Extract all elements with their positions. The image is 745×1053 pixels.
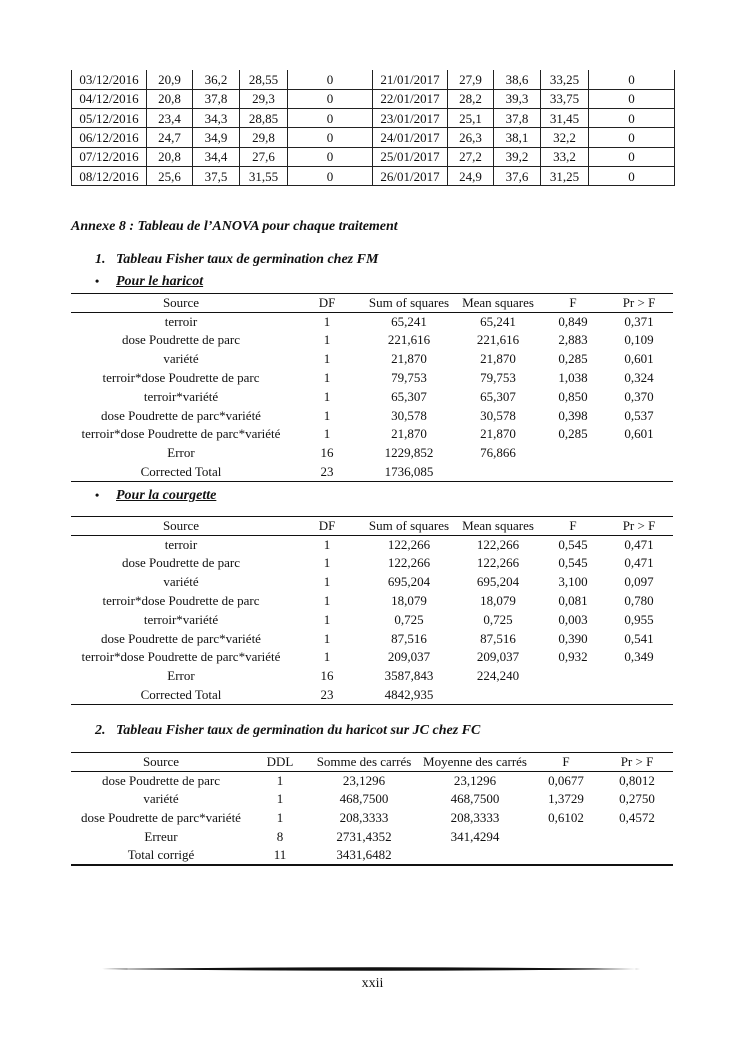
table-cell: 27,9 (448, 70, 494, 89)
table-cell: 65,307 (391, 388, 427, 404)
table-cell: 1229,852 (384, 445, 434, 461)
table-cell: 24,7 (147, 128, 193, 147)
page-number: xxii (361, 976, 384, 991)
table-row (71, 312, 673, 331)
table-cell: 0,285 (558, 351, 588, 367)
table-cell: 31,45 (541, 109, 589, 128)
table-header-row (71, 294, 673, 313)
table-cell: 37,6 (494, 166, 541, 185)
table-cell: 0 (589, 128, 675, 147)
table-cell: 04/12/2016 (72, 89, 147, 108)
table-cell: 1 (323, 313, 331, 329)
table-cell: terroir (164, 536, 198, 552)
table-cell: 31,55 (240, 166, 288, 185)
table-cell: 33,25 (541, 70, 589, 89)
table-cell: 221,616 (476, 332, 520, 348)
section-1-title: Tableau Fisher taux de germination chez FM (116, 252, 379, 267)
table-cell: 2,883 (558, 332, 588, 348)
table-cell: 0,849 (558, 313, 588, 329)
anova-courgette-body (71, 535, 673, 704)
table-cell: 0 (288, 109, 373, 128)
table-cell: 37,8 (193, 89, 240, 108)
table-cell: 1 (276, 772, 284, 788)
table-cell: dose Poudrette de parc*variété (101, 407, 261, 423)
anova-haricot-body (71, 312, 673, 481)
table-row (71, 387, 673, 406)
table-row (71, 809, 673, 828)
table-cell: 38,6 (494, 70, 541, 89)
table-cell (455, 686, 541, 705)
table-cell: 0,4572 (619, 810, 655, 826)
table-cell: 1 (323, 630, 331, 646)
table-header-row (71, 753, 673, 772)
table-row (72, 89, 675, 108)
column-header: DDL (251, 753, 309, 772)
table-cell: 21,870 (480, 426, 516, 442)
table-cell (541, 463, 605, 482)
table-cell: terroir*dose Poudrette de parc*variété (81, 426, 281, 442)
table-cell: Erreur (144, 829, 178, 845)
table-cell: 221,616 (387, 332, 431, 348)
table-cell: 21/01/2017 (373, 70, 448, 89)
subsection-courgette-heading (95, 488, 216, 504)
section-1-number: 1. (95, 252, 106, 267)
table-cell: 06/12/2016 (72, 128, 147, 147)
table-cell: 0 (288, 166, 373, 185)
column-header: Pr > F (605, 517, 673, 536)
table-row (71, 331, 673, 350)
table-cell: 1 (323, 407, 331, 423)
table-header-row (71, 517, 673, 536)
table-cell: 1,038 (558, 370, 588, 386)
table-row (71, 369, 673, 388)
table-cell: 37,5 (193, 166, 240, 185)
table-cell: 0,541 (624, 630, 654, 646)
table-cell: 28,85 (240, 109, 288, 128)
table-cell: 122,266 (476, 536, 520, 552)
table-cell: 8 (276, 829, 284, 845)
table-cell: 208,3333 (450, 810, 500, 826)
table-cell: 36,2 (193, 70, 240, 89)
table-cell: variété (143, 791, 179, 807)
table-cell: 22/01/2017 (373, 89, 448, 108)
table-cell: 34,3 (193, 109, 240, 128)
table-cell: 07/12/2016 (72, 147, 147, 166)
anova-table-haricot-jc (71, 752, 673, 866)
table-cell: 37,8 (494, 109, 541, 128)
table-cell: 33,75 (541, 89, 589, 108)
table-cell: 08/12/2016 (72, 166, 147, 185)
table-cell: 0,601 (624, 426, 654, 442)
table-row (71, 771, 673, 790)
table-cell: 65,241 (391, 313, 427, 329)
table-cell: 0 (589, 166, 675, 185)
column-header: Pr > F (605, 294, 673, 313)
column-header: Source (71, 517, 291, 536)
table-cell (605, 444, 673, 463)
table-cell: 341,4294 (450, 829, 500, 845)
table-cell (605, 667, 673, 686)
table-cell: 25,6 (147, 166, 193, 185)
table-cell: 79,753 (391, 370, 427, 386)
table-cell: 39,2 (494, 147, 541, 166)
table-cell: 468,7500 (450, 791, 500, 807)
table-cell: 1 (276, 810, 284, 826)
table-cell: 1 (323, 332, 331, 348)
footer-divider (102, 967, 640, 971)
table-cell: 87,516 (480, 630, 516, 646)
table-cell: 0,2750 (619, 791, 655, 807)
table-cell: 30,578 (480, 407, 516, 423)
table-row (71, 629, 673, 648)
table-cell: 0,324 (624, 370, 654, 386)
table-row (71, 444, 673, 463)
column-header: Sum of squares (363, 294, 455, 313)
table-cell: 1 (323, 574, 331, 590)
table-cell (419, 846, 531, 865)
table-cell: 0,097 (624, 574, 654, 590)
table-cell: 0 (589, 109, 675, 128)
table-cell: dose Poudrette de parc (121, 332, 241, 348)
table-cell: 23/01/2017 (373, 109, 448, 128)
table-cell: 31,25 (541, 166, 589, 185)
table-cell: 1 (323, 426, 331, 442)
table-cell: 209,037 (476, 649, 520, 665)
table-cell: 34,4 (193, 147, 240, 166)
table-cell (531, 828, 601, 847)
table-cell: 0 (288, 89, 373, 108)
table-cell: dose Poudrette de parc*variété (81, 810, 241, 826)
table-row (71, 463, 673, 482)
table-cell: Error (167, 668, 195, 684)
table-cell: 1736,085 (363, 463, 455, 482)
table-cell: 209,037 (387, 649, 431, 665)
table-cell: 0,932 (558, 649, 588, 665)
table-row (71, 535, 673, 554)
table-cell: 23 (291, 463, 363, 482)
table-cell: 20,8 (147, 89, 193, 108)
column-header: DF (291, 517, 363, 536)
table-row (71, 686, 673, 705)
column-header: F (541, 294, 605, 313)
table-cell (601, 846, 673, 865)
table-cell: terroir*variété (143, 388, 219, 404)
table-cell: 0,398 (558, 407, 588, 423)
table-row (72, 128, 675, 147)
table-cell (531, 846, 601, 865)
table-cell: 0,370 (624, 388, 654, 404)
anova-table-courgette (71, 516, 673, 705)
column-header: Mean squares (455, 294, 541, 313)
table-cell: 0,850 (558, 388, 588, 404)
table-row (71, 846, 673, 865)
table-cell: 122,266 (476, 555, 520, 571)
table-cell (541, 667, 605, 686)
table-cell (601, 828, 673, 847)
section-2-heading (95, 723, 480, 739)
table-cell: 1 (323, 611, 331, 627)
table-cell: 0,471 (624, 555, 654, 571)
table-cell: 122,266 (387, 555, 431, 571)
table-cell: 34,9 (193, 128, 240, 147)
table-cell: 24,9 (448, 166, 494, 185)
table-cell: 30,578 (391, 407, 427, 423)
table-cell: 1,3729 (548, 791, 584, 807)
table-cell: 1 (323, 388, 331, 404)
table-cell (541, 444, 605, 463)
table-cell: Total corrigé (71, 846, 251, 865)
table-row (71, 610, 673, 629)
column-header: DF (291, 294, 363, 313)
table-cell: 224,240 (476, 668, 520, 684)
table-cell: 20,8 (147, 147, 193, 166)
table-cell: 03/12/2016 (72, 70, 147, 89)
table-cell (605, 463, 673, 482)
table-cell: variété (163, 351, 199, 367)
table-cell: 0,537 (624, 407, 654, 423)
table-cell: 28,2 (448, 89, 494, 108)
table-cell: 39,3 (494, 89, 541, 108)
table-cell: 1 (323, 555, 331, 571)
table-cell: 0,725 (483, 611, 513, 627)
table-cell: 0,109 (624, 332, 654, 348)
table-cell: 29,8 (240, 128, 288, 147)
section-2-title: Tableau Fisher taux de germination du haricot sur JC chez FC (116, 723, 481, 738)
table-cell: 79,753 (480, 370, 516, 386)
table-cell: 0,0677 (548, 772, 584, 788)
table-cell: 0,349 (624, 649, 654, 665)
weather-data-table (71, 70, 675, 186)
table-cell: 0,545 (558, 555, 588, 571)
table-cell: 05/12/2016 (72, 109, 147, 128)
table-row (71, 406, 673, 425)
column-header: Moyenne des carrés (419, 753, 531, 772)
table-row (72, 109, 675, 128)
table-row (72, 147, 675, 166)
table-cell: 0 (288, 147, 373, 166)
anova-table-haricot (71, 293, 673, 482)
subsection-haricot-label: Pour le haricot (116, 274, 204, 289)
bullet-icon: • (95, 488, 100, 502)
column-header: F (541, 517, 605, 536)
table-cell: 25/01/2017 (373, 147, 448, 166)
table-cell: 25,1 (448, 109, 494, 128)
table-cell: 21,870 (391, 351, 427, 367)
section-1-heading (95, 252, 378, 268)
table-cell: 23,1296 (342, 772, 386, 788)
subsection-courgette-label: Pour la courgette (116, 488, 217, 503)
table-cell: 18,079 (391, 593, 427, 609)
column-header: Source (71, 294, 291, 313)
table-cell: 33,2 (541, 147, 589, 166)
table-cell: dose Poudrette de parc (101, 772, 221, 788)
table-cell: 16 (320, 668, 334, 684)
table-cell: 1 (323, 370, 331, 386)
weather-table-body (72, 70, 675, 186)
table-cell: 27,6 (240, 147, 288, 166)
anova-haricot-jc-body (71, 771, 673, 865)
table-cell: 1 (323, 536, 331, 552)
table-cell: 4842,935 (363, 686, 455, 705)
table-cell: 23 (291, 686, 363, 705)
table-row (71, 667, 673, 686)
subsection-haricot-heading (95, 274, 203, 290)
table-cell: 16 (320, 445, 334, 461)
table-cell: 0,545 (558, 536, 588, 552)
column-header: Somme des carrés (309, 753, 419, 772)
table-cell: 0 (589, 147, 675, 166)
table-row (71, 350, 673, 369)
table-cell: 27,2 (448, 147, 494, 166)
section-2-number: 2. (95, 723, 106, 738)
table-cell: 0,6102 (548, 810, 584, 826)
table-cell: 26,3 (448, 128, 494, 147)
table-cell: Corrected Total (71, 686, 291, 705)
column-header: F (531, 753, 601, 772)
table-cell: 695,204 (476, 574, 520, 590)
table-row (71, 828, 673, 847)
table-cell: 20,9 (147, 70, 193, 89)
table-cell: 23,1296 (453, 772, 497, 788)
table-cell: 3431,6482 (309, 846, 419, 865)
table-row (72, 166, 675, 185)
table-cell (541, 686, 605, 705)
table-cell: 2731,4352 (336, 829, 392, 845)
column-header: Sum of squares (363, 517, 455, 536)
table-cell: 38,1 (494, 128, 541, 147)
table-cell: 0,471 (624, 536, 654, 552)
table-cell: 1 (323, 351, 331, 367)
table-cell: 695,204 (387, 574, 431, 590)
table-cell: 21,870 (391, 426, 427, 442)
table-cell: 65,307 (480, 388, 516, 404)
table-cell: 0 (589, 70, 675, 89)
table-cell: 26/01/2017 (373, 166, 448, 185)
table-cell: 0 (589, 89, 675, 108)
table-cell: 0,285 (558, 426, 588, 442)
column-header: Source (71, 753, 251, 772)
table-row (71, 592, 673, 611)
table-row (72, 70, 675, 89)
table-cell: terroir*variété (143, 611, 219, 627)
column-header: Mean squares (455, 517, 541, 536)
table-cell: 3,100 (558, 574, 588, 590)
table-cell: 122,266 (387, 536, 431, 552)
table-cell: 0,601 (624, 351, 654, 367)
table-cell: terroir*dose Poudrette de parc (102, 593, 260, 609)
column-header: Pr > F (601, 753, 673, 772)
table-cell: 0,081 (558, 593, 588, 609)
table-cell: 1 (323, 649, 331, 665)
table-cell: 0,390 (558, 630, 588, 646)
table-cell: 24/01/2017 (373, 128, 448, 147)
table-cell: 76,866 (480, 445, 516, 461)
table-cell: 29,3 (240, 89, 288, 108)
table-cell: dose Poudrette de parc (121, 555, 241, 571)
table-cell: 65,241 (480, 313, 516, 329)
table-cell: 21,870 (480, 351, 516, 367)
annexe-title: Annexe 8 : Tableau de l’ANOVA pour chaque traitement (71, 219, 398, 234)
table-cell: 11 (251, 846, 309, 865)
table-cell: 0,955 (624, 611, 654, 627)
table-cell: 0 (288, 70, 373, 89)
table-row (71, 554, 673, 573)
table-cell: dose Poudrette de parc*variété (101, 630, 261, 646)
table-cell: 23,4 (147, 109, 193, 128)
table-cell: 0,780 (624, 593, 654, 609)
table-cell: 32,2 (541, 128, 589, 147)
table-cell: 28,55 (240, 70, 288, 89)
table-cell: Corrected Total (71, 463, 291, 482)
table-cell: 1 (323, 593, 331, 609)
table-cell: 208,3333 (339, 810, 389, 826)
table-cell: 18,079 (480, 593, 516, 609)
table-cell: Error (167, 445, 195, 461)
table-cell: 3587,843 (384, 668, 434, 684)
table-cell: 468,7500 (339, 791, 389, 807)
table-cell: terroir*dose Poudrette de parc (102, 370, 260, 386)
bullet-icon: • (95, 274, 100, 288)
table-cell (605, 686, 673, 705)
table-cell: 0,371 (624, 313, 654, 329)
table-cell: terroir (164, 313, 198, 329)
table-cell (455, 463, 541, 482)
table-row (71, 573, 673, 592)
table-cell: 0,8012 (619, 772, 655, 788)
table-row (71, 425, 673, 444)
table-row (71, 790, 673, 809)
table-cell: 0,003 (558, 611, 588, 627)
table-cell: terroir*dose Poudrette de parc*variété (81, 649, 281, 665)
table-cell: variété (163, 574, 199, 590)
table-cell: 1 (276, 791, 284, 807)
table-row (71, 648, 673, 667)
table-cell: 87,516 (391, 630, 427, 646)
table-cell: 0,725 (394, 611, 424, 627)
table-cell: 0 (288, 128, 373, 147)
